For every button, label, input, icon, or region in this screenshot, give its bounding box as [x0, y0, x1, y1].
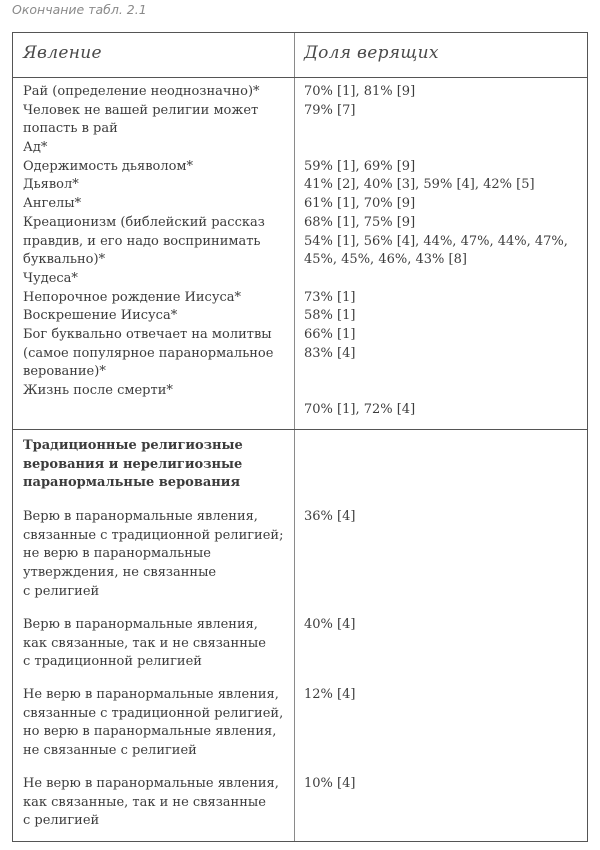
table-row: Верю в паранормальные явления, как связанные, так и не связанные с традиционной религией: [23, 617, 266, 670]
header-share: Доля верящих: [304, 43, 439, 63]
list-item: Воскрешение Иисуса*: [23, 308, 178, 324]
section-divider: [13, 429, 587, 430]
share-value: 79% [7]: [304, 102, 356, 118]
list-item: Рай (определение неоднозначно)*: [23, 84, 260, 99]
list-item: Человек не вашей религии может: [23, 102, 259, 118]
share-value: 36% [4]: [304, 509, 356, 524]
share-value: 70% [1], 72% [4]: [304, 401, 416, 417]
list-item: (самое популярное паранормальное: [23, 345, 274, 361]
list-item: Ангелы*: [23, 196, 82, 212]
share-value: 12% [4]: [304, 687, 356, 702]
list-item: правдив, и его надо воспринимать: [23, 233, 261, 249]
list-item: Жизнь после смерти*: [23, 383, 173, 398]
share-value: [304, 139, 568, 158]
table-caption: Окончание табл. 2.1: [12, 2, 147, 17]
table-row: Верю в паранормальные явления, связанные с традиционной религией; не верю в паранормальные утверждения, не связанные с религией: [23, 509, 284, 599]
share-value: 59% [1], 69% [9]: [304, 158, 416, 174]
share-value: 68% [1], 75% [9]: [304, 214, 416, 230]
table-row: Не верю в паранормальные явления, как связанные, так и не связанные с религией: [23, 776, 279, 829]
section1-shares: [304, 83, 568, 419]
share-value: 83% [4]: [304, 345, 356, 361]
share-value: 40% [4]: [304, 617, 356, 632]
column-divider: [294, 33, 295, 841]
list-item: Бог буквально отвечает на молитвы: [23, 326, 272, 342]
beliefs-table: [12, 32, 588, 842]
header-divider: [13, 77, 587, 78]
list-item: Одержимость дьяволом*: [23, 158, 194, 174]
share-value: 70% [1], 81% [9]: [304, 84, 416, 99]
list-item: верование)*: [23, 364, 106, 380]
list-item: Чудеса*: [23, 270, 78, 286]
share-value: 73% [1]: [304, 289, 356, 305]
share-value: 45%, 45%, 46%, 43% [8]: [304, 252, 467, 268]
header-phenomenon: Явление: [23, 43, 102, 63]
list-item: Непорочное рождение Иисуса*: [23, 289, 242, 305]
list-item: Креационизм (библейский рассказ: [23, 214, 265, 230]
share-value: 58% [1]: [304, 308, 356, 324]
list-item: Ад*: [23, 140, 48, 156]
share-value: [304, 270, 568, 289]
list-item: попасть в рай: [23, 121, 118, 137]
section1-phenomena: [23, 83, 273, 401]
share-value: 54% [1], 56% [4], 44%, 47%, 44%, 47%,: [304, 233, 568, 249]
share-value: 41% [2], 40% [3], 59% [4], 42% [5]: [304, 177, 535, 193]
share-value: 66% [1]: [304, 326, 356, 342]
share-value: 10% [4]: [304, 776, 356, 791]
share-value: 61% [1], 70% [9]: [304, 196, 416, 212]
table-row: Не верю в паранормальные явления, связанные с традиционной религией, но верю в паранормальные явления, не связанные с религией: [23, 687, 284, 759]
share-value: [304, 120, 568, 139]
share-value: [304, 363, 568, 382]
list-item: буквально)*: [23, 252, 106, 268]
list-item: Дьявол*: [23, 177, 79, 193]
section2-title: Традиционные религиозные верования и нерелигиозные паранормальные верования: [23, 438, 243, 491]
share-value: [304, 382, 568, 401]
